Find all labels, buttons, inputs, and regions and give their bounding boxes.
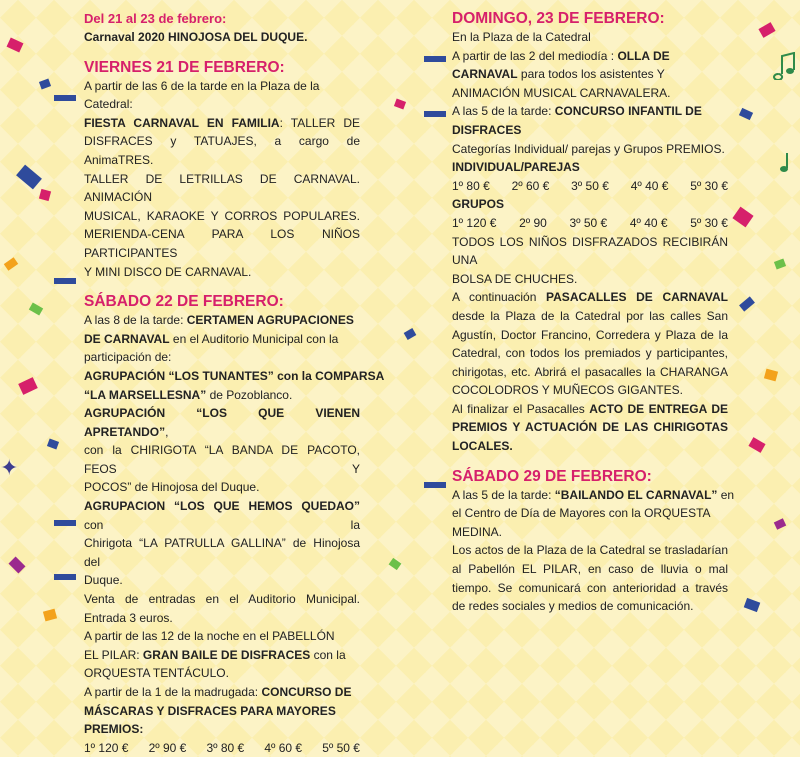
confetti-piece: [394, 99, 406, 110]
confetti-piece: [39, 189, 51, 201]
prize-item: 3º 50 €: [569, 215, 608, 230]
prize-item: 4º 40 €: [629, 215, 668, 230]
prize-item: 5º 30 €: [690, 215, 728, 230]
text-line: AGRUPACION “LOS QUE HEMOS QUEDAO” con la: [84, 499, 360, 532]
confetti-piece: [774, 518, 786, 529]
text-line: CARNAVAL para todos los asistentes Y: [452, 67, 665, 82]
confetti-piece: [39, 79, 51, 90]
prize-row: [84, 739, 360, 757]
text-line: con la CHIRIGOTA “LA BANDA DE PACOTO, FEOS Y: [84, 443, 360, 476]
section-title-sabado-22: SÁBADO 22 DE FEBRERO:: [84, 293, 284, 311]
text-line: MUSICAL, KARAOKE Y CORROS POPULARES.: [84, 208, 360, 223]
music-note-icon: [778, 150, 796, 174]
right-column: [452, 0, 735, 616]
confetti-piece: [29, 303, 43, 316]
text-line: “LA MARSELLESNA” de Pozoblanco.: [84, 387, 293, 402]
text-line: EL PILAR: GRAN BAILE DE DISFRACES con la: [84, 647, 346, 662]
confetti-piece: [739, 108, 753, 120]
text-line: Chirigota “LA PATRULLA GALLINA” de Hinojosa del: [84, 536, 360, 569]
text-line: Y MINI DISCO DE CARNAVAL.: [84, 264, 252, 279]
event-title: Carnaval 2020 HINOJOSA DEL DUQUE.: [84, 30, 308, 44]
text-line: A las 8 de la tarde: CERTAMEN AGRUPACIONES: [84, 313, 354, 328]
text-line: A las 5 de la tarde: CONCURSO INFANTIL DE: [452, 104, 702, 119]
confetti-piece: [764, 369, 778, 382]
text-line: BOLSA DE CHUCHES.: [452, 271, 578, 286]
text-line: A partir de las 6 de la tarde en la Plaza de la: [84, 78, 320, 93]
confetti-piece: [16, 165, 42, 190]
confetti-piece: [744, 598, 761, 612]
prize-row: [452, 177, 728, 196]
confetti-piece: [9, 557, 26, 574]
text-line: MÁSCARAS Y DISFRACES PARA MAYORES: [84, 703, 336, 718]
text-line: AGRUPACIÓN “LOS TUNANTES” con la COMPARSA: [84, 368, 385, 383]
confetti-piece: [7, 38, 24, 53]
prize-item: 1º 80 €: [452, 178, 490, 193]
text-line: Catedral, con todos los premiados y participantes,: [452, 346, 728, 361]
confetti-piece: [739, 296, 755, 311]
section-title-domingo: DOMINGO, 23 DE FEBRERO:: [452, 10, 665, 27]
text-line: Duque.: [84, 573, 123, 588]
text-line: TALLER DE LETRILLAS DE CARNAVAL. ANIMACIÓN: [84, 171, 360, 205]
text-line: tiempo. Se comunicará con anterioridad a través: [452, 580, 728, 595]
text-line: A partir de las 12 de la noche en el PABELLÓN: [84, 629, 335, 644]
text-line: GRUPOS: [452, 197, 505, 212]
prize-item: 5º 50 €: [322, 740, 360, 755]
text-line: POCOS” de Hinojosa del Duque.: [84, 480, 260, 495]
text-line: A partir de la 1 de la madrugada: CONCURSO DE: [84, 685, 352, 699]
text-line: Catedral:: [84, 97, 133, 112]
text-line: DE CARNAVAL en el Auditorio Municipal con la: [84, 331, 339, 346]
confetti-piece: [4, 257, 18, 270]
prize-item: 5º 30 €: [690, 178, 728, 193]
text-line: A las 5 de la tarde: “BAILANDO EL CARNAVAL” en: [452, 487, 735, 502]
text-line: DISFRACES: [452, 122, 522, 137]
bullet-marker: [424, 56, 446, 62]
text-line: Entrada 3 euros.: [84, 610, 173, 625]
bullet-marker: [54, 278, 76, 284]
text-line: DISFRACES y TATUAJES, a cargo de AnimaTRES.: [84, 134, 360, 167]
text-line: INDIVIDUAL/PAREJAS: [452, 160, 580, 175]
confetti-piece: [758, 22, 775, 38]
text-line: FIESTA CARNAVAL EN FAMILIA: TALLER DE: [84, 115, 360, 130]
text-line: PREMIOS:: [84, 722, 144, 737]
text-line: LOCALES.: [452, 439, 513, 454]
text-line: desde la Plaza de la Catedral por las calles San: [452, 308, 728, 323]
text-line: Los actos de la Plaza de la Catedral se trasladarían: [452, 543, 728, 558]
music-note-icon: [772, 52, 796, 80]
section-title-viernes: VIERNES 21 DE FEBRERO:: [84, 58, 285, 76]
confetti-piece: [748, 437, 765, 453]
confetti-piece: [18, 377, 38, 395]
prize-item: 2º 90 €: [148, 740, 187, 755]
text-line: Categorías Individual/ parejas y Grupos PREMIOS.: [452, 141, 725, 156]
text-line: AGRUPACIÓN “LOS QUE VIENEN APRETANDO”,: [84, 406, 360, 439]
confetti-piece: [389, 558, 402, 570]
prize-item: 1º 120 €: [452, 215, 497, 230]
text-line: MEDINA.: [452, 524, 503, 539]
bullet-marker: [54, 95, 76, 101]
confetti-piece: [404, 328, 417, 340]
text-line: el Centro de Día de Mayores con la ORQUESTA: [452, 506, 711, 521]
text-line: En la Plaza de la Catedral: [452, 30, 591, 44]
confetti-piece: [43, 609, 57, 622]
text-line: al Pabellón EL PILAR, en caso de lluvia o mal: [452, 562, 728, 577]
text-line: Agustín, Doctor Francino, Corredera y Plaza de la: [452, 327, 728, 342]
text-line: Al finalizar el Pasacalles ACTO DE ENTREGA DE: [452, 401, 728, 416]
left-column: [84, 0, 385, 757]
bullet-marker: [424, 482, 446, 488]
text-line: ORQUESTA TENTÁCULO.: [84, 666, 229, 681]
bullet-marker: [54, 574, 76, 580]
prize-item: 3º 50 €: [571, 178, 609, 193]
prize-item: 2º 60 €: [511, 178, 550, 193]
carnival-mask-icon: ✦: [0, 455, 19, 480]
date-range: Del 21 al 23 de febrero:: [84, 11, 227, 26]
section-title-sabado-29: SÁBADO 29 DE FEBRERO:: [452, 467, 652, 485]
text-line: de redes sociales y medios de comunicación.: [452, 599, 694, 614]
confetti-piece: [732, 207, 753, 228]
prize-item: 1º 120 €: [84, 740, 129, 755]
text-line: MERIENDA-CENA PARA LOS NIÑOS PARTICIPANTES: [84, 227, 360, 260]
text-line: A continuación PASACALLES DE CARNAVAL: [452, 290, 728, 305]
text-line: TODOS LOS NIÑOS DISFRAZADOS RECIBIRÁN UNA: [452, 234, 728, 268]
text-line: COCOLODROS Y MUÑECOS GIGANTES.: [452, 383, 683, 398]
confetti-piece: [774, 259, 786, 270]
prize-row: [452, 214, 728, 233]
text-line: Venta de entradas en el Auditorio Municipal.: [84, 592, 360, 607]
text-line: ANIMACIÓN MUSICAL CARNAVALERA.: [452, 85, 671, 100]
text-line: PREMIOS Y ACTUACIÓN DE LAS CHIRIGOTAS: [452, 420, 728, 435]
prize-item: 4º 60 €: [264, 740, 303, 755]
confetti-piece: [47, 439, 59, 450]
prize-item: 2º 90: [519, 215, 547, 230]
text-line: participación de:: [84, 350, 172, 365]
prize-item: 4º 40 €: [630, 178, 669, 193]
bullet-marker: [424, 111, 446, 117]
text-line: chirigotas, etc. Abrirá el pasacalles la CHARANGA: [452, 364, 728, 379]
text-line: A partir de las 2 del mediodía : OLLA DE: [452, 48, 670, 63]
prize-item: 3º 80 €: [206, 740, 245, 755]
bullet-marker: [54, 520, 76, 526]
